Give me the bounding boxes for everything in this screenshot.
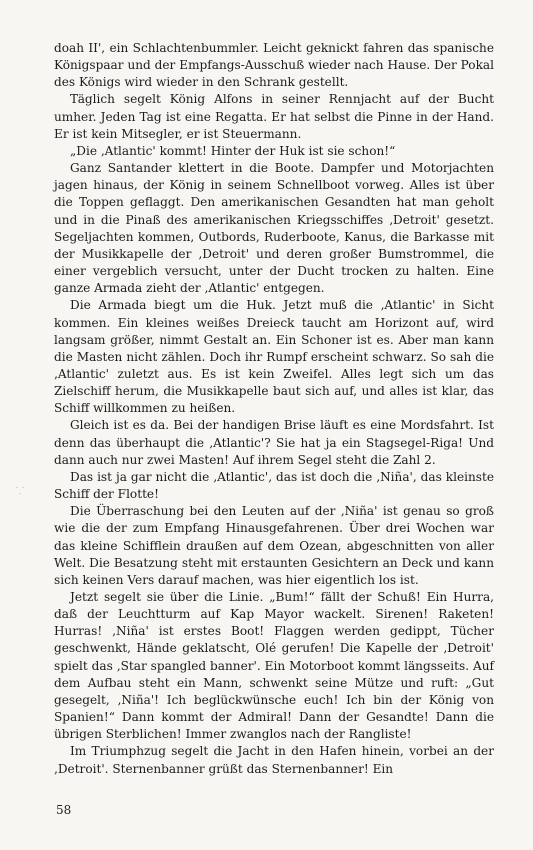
margin-mark: ⸪	[16, 486, 25, 497]
paragraph: Die Überraschung bei den Leuten auf der ‚Niña' ist genau so groß wie die der zum Empfang Hinausgefahrenen. Über drei Wochen war das kleine Schifflein draußen auf dem Ozean, abgeschnitten von aller Welt. Die Besatzung steht mit erstaunten Gesichtern an Deck und kann sich keinen Vers darauf machen, was hier eigentlich los ist.	[54, 504, 494, 587]
paragraph: „Die ‚Atlantic' kommt! Hinter der Huk ist sie schon!“	[70, 143, 396, 158]
paragraph: Im Triumphzug segelt die Jacht in den Hafen hinein, vorbei an der ‚Detroit'. Sternenbanner grüßt das Sternenbanner! Ein	[54, 744, 494, 776]
paragraph: doah II', ein Schlachtenbummler. Leicht geknickt fahren das spanische Königspaar und der Empfangs-Ausschuß wieder nach Hause. Der Pokal des Königs wird wieder in den Schrank gestellt.	[54, 41, 494, 90]
paragraph: Die Armada biegt um die Huk. Jetzt muß die ‚Atlantic' in Sicht kommen. Ein kleines weißes Dreieck taucht am Horizont auf, wird langsam größer, nimmt Gestalt an. Ein Schoner ist es. Aber man kann die Masten nicht zählen. Doch ihr Rumpf erscheint schwarz. So sah die ‚Atlantic' zuletzt aus. Es ist kein Zweifel. Alles legt sich um das Zielschiff herum, die Musikkapelle baut sich auf, und alles ist klar, das Schiff willkommen zu heißen.	[54, 298, 494, 416]
page-number: 58	[56, 803, 72, 817]
paragraph: Das ist ja gar nicht die ‚Atlantic', das ist doch die ‚Niña', das kleinste Schiff der Flotte!	[54, 469, 494, 502]
paragraph: Ganz Santander klettert in die Boote. Dampfer und Motorjachten jagen hinaus, der König in seinem Schnellboot vorweg. Alles ist über die Toppen geflaggt. Den amerikanischen Gesandten hat man geholt und in die Pinaß des amerikanischen Kriegsschiffes ‚Detroit' gesetzt. Segeljachten kommen, Outbords, Ruderboote, Kanus, die Barkasse mit der Musikkapelle der ‚Detroit' und deren großer Bumstrommel, die einer vergeblich versucht, unter der Ducht trocken zu halten. Eine ganze Armada zieht der ‚Atlantic' entgegen.	[54, 161, 494, 296]
page-body-text	[54, 40, 494, 778]
paragraph: Gleich ist es da. Bei der handigen Brise läuft es eine Mordsfahrt. Ist denn das überhaupt die ‚Atlantic'? Sie hat ja ein Stagsegel-Riga! Und dann auch nur zwei Masten! Auf ihrem Segel steht die Zahl 2.	[54, 418, 494, 467]
paragraph: Jetzt segelt sie über die Linie. „Bum!“ fällt der Schuß! Ein Hurra, daß der Leuchtturm auf Kap Mayor wackelt. Sirenen! Raketen! Hurras! ‚Niña' ist erstes Boot! Flaggen werden gedippt, Tücher geschwenkt, Hände geklatscht, Olé gerufen! Die Kapelle der ‚Detroit' spielt das ‚Star spangled banner'. Ein Motorboot kommt längsseits. Auf dem Aufbau steht ein Mann, schwenkt seine Mütze und ruft: „Gut gesegelt, ‚Niña'! Ich beglückwünsche euch! Ich bin der König von Spanien!“ Dann kommt der Admiral! Dann der Gesandte! Dann die übrigen Sterblichen! Immer zwanglos nach der Rangliste!	[54, 590, 494, 742]
paragraph: Täglich segelt König Alfons in seiner Rennjacht auf der Bucht umher. Jeden Tag ist eine Regatta. Er hat selbst die Pinne in der Hand. Er ist kein Mitsegler, er ist Steuermann.	[54, 92, 494, 141]
